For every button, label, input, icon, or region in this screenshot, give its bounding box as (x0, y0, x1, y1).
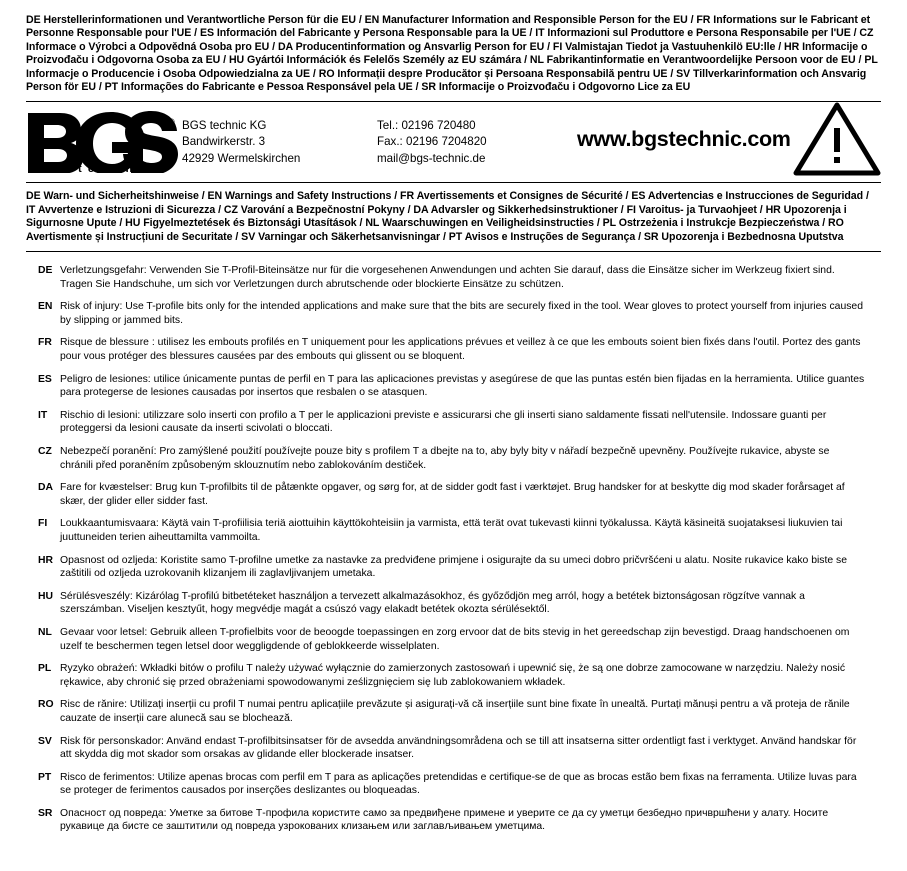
instruction-text: Risk of injury: Use T-profile bits only for the intended applications and make sure that the bits are securely fixed in the tool. Wear gloves to protect yourself from injuries caused by slipping or jammed bits. (60, 301, 863, 326)
company-fax: Fax.: 02196 7204820 (377, 135, 487, 149)
list-item (26, 481, 881, 508)
instruction-text: Nebezpečí poranění: Pro zamýšlené použití používejte pouze bity s profilem T a dbejte na to, aby byly bity v nářadí bezpečně upevněny. Používejte rukavice, abyste se chránili před poraněním způsobeným sklouznutím nebo zablokováním destiček. (60, 446, 830, 471)
safety-instructions-list (26, 264, 881, 834)
instruction-text: Risco de ferimentos: Utilize apenas brocas com perfil em T para as aplicações pretendidas e certifique-se de que as brocas estão bem fixas na ferramenta. Utilize luvas para se proteger de ferimentos causados por inserções deslizantes ou bloqueadas. (60, 771, 857, 797)
company-contact (377, 116, 577, 168)
language-code: SV (38, 735, 52, 747)
list-item (26, 554, 881, 581)
company-website: www.bgstechnic.com (577, 126, 791, 151)
language-code: IT (38, 409, 48, 421)
instruction-text: Rischio di lesioni: utilizzare solo inserti con profilo a T per le applicazioni previste e assicurarsi che gli inserti siano saldamente fissati nell'utensile. Indossare guanti per proteggersi da lesioni causate da inserti scivolati o bloccati. (60, 409, 827, 435)
logo-registered-icon: ® (168, 117, 175, 128)
warning-triangle-icon (791, 102, 883, 181)
list-item (26, 662, 881, 689)
list-item (26, 626, 881, 653)
divider-bottom (26, 251, 881, 252)
list-item (26, 264, 881, 291)
instruction-text: Risk för personskador: Använd endast T-profilbitsinsatser för de avsedda användningsområdena och se till att insatserna sitter ordentligt fast i verktyget. Använd handskar för att skydda dig mot skador som orsakas av glidande eller blockerade insatser. (60, 735, 857, 761)
instruction-text: Ryzyko obrażeń: Wkładki bitów o profilu T należy używać wyłącznie do zamierzonych zastosowań i upewnić się, że są one dobrze zamocowane w narzędziu. Należy nosić rękawice, aby chronić się przed obrażeniami spowodowanymi ześlizgnięciem się lub zablokowaniem wkładek. (60, 663, 846, 688)
instruction-text: Sérülésveszély: Kizárólag T-profilú bitbetéteket használjon a tervezett alkalmazásokhoz, és győződjön meg arról, hogy a betétek biztonságosan rögzítve vannak a szerszámban. Viseljen kesztyűt, hogy megvédje magát a csúszó vagy elakadt betétek okozta sérülésektől. (60, 590, 805, 616)
instruction-text: Verletzungsgefahr: Verwenden Sie T-Profil-Biteinsätze nur für die vorgesehenen Anwendungen und achten Sie darauf, dass die Einsätze sicher im Werkzeug fixiert sind. Tragen Sie Handschuhe, um sich vor Verletzungen durch abrutschende oder blockierte Einsätze zu schützen. (60, 265, 835, 290)
language-code: FI (38, 518, 48, 530)
list-item (26, 517, 881, 544)
company-address (178, 116, 377, 168)
list-item (26, 735, 881, 762)
company-tel: Tel.: 02196 720480 (377, 118, 476, 132)
company-street: Bandwirkerstr. 3 (182, 135, 266, 149)
list-item (26, 336, 881, 363)
company-name: BGS technic KG (182, 118, 267, 132)
list-item (26, 300, 881, 327)
list-item (26, 771, 881, 798)
instruction-text: Peligro de lesiones: utilice únicamente puntas de perfil en T para las aplicaciones previstas y asegúrese de que las puntas estén bien fijadas en la herramienta. Utilice guantes para protegerse de lesiones causadas por insertos que resbalen o se atasquen. (60, 373, 865, 399)
language-code: HR (38, 554, 54, 566)
list-item (26, 590, 881, 617)
language-code: PL (38, 663, 52, 675)
instruction-text: Opasnost od ozljeda: Koristite samo T-profilne umetke za nastavke za predviđene primjene i osigurajte da su umeci dobro pričvršćeni u alatu. Nosite rukavice kako biste se zaštitili od ozljeda uzrokovanih klizanjem ili zaglavljivanjem umetaka. (60, 554, 848, 580)
list-item (26, 373, 881, 400)
language-code: SR (38, 807, 53, 819)
instruction-text: Gevaar voor letsel: Gebruik alleen T-profielbits voor de beoogde toepassingen en zorg ervoor dat de bits stevig in het gereedschap zijn bevestigd. Draag handschoenen om uzelf te beschermen tegen letsel door weggligdende of geblokkeerde wisselplaten. (60, 626, 850, 652)
language-code: CZ (38, 446, 52, 457)
language-code: PT (38, 771, 52, 783)
language-code: EN (38, 301, 53, 313)
divider-middle (26, 182, 881, 183)
list-item (26, 807, 881, 834)
instruction-text: Risque de blessure : utilisez les embouts profilés en T uniquement pour les applications prévues et veillez à ce que les embouts soient bien fixés dans l'outil. Portez des gants pour vous protéger des blessures causées par des embouts qui glissent ou se bloquent. (60, 337, 861, 363)
list-item (26, 409, 881, 436)
warnings-header: DE Warn- und Sicherheitshinweise / EN Warnings and Safety Instructions / FR Avertissements et Consignes de Sécurité / ES Advertencias e Instrucciones de Seguridad / IT Avvertenze e Istruzioni di Sicurezza / CZ Varování a Bezpečnostní Pokyny / DA Advarsler og Sikkerhedsinstruktioner / FI Varoitus- ja Turvaohjeet / HR Upozorenja i Sigurnosne Upute / HU Figyelmeztetések és Biztonsági Utasítások / NL Waarschuwingen en Veiligheidsinstructies / PL Ostrzeżenia i Instrukcje Bezpieczeństwa / RO Avertismente și Instrucțiuni de Securitate / SV Varningar och Säkerhetsanvisningar / PT Avisos e Instruções de Segurança / SR Upozorenja i Bezbednosna Uputstva (26, 190, 869, 243)
company-band (26, 102, 881, 180)
instruction-text: Fare for kvæstelser: Brug kun T-profilbits til de påtænkte opgaver, og sørg for, at de sidder godt fast i værktøjet. Brug handsker for at beskytte dig mod skader forårsaget af skær, der glider eller sidder fast. (60, 482, 845, 507)
list-item (26, 445, 881, 472)
instruction-text: Loukkaantumisvaara: Käytä vain T-profiilisia teriä aiottuihin käyttökohteisiin ja varmista, että terät ovat tukevasti kiinni työkalussa. Käytä käsineitä suojataksesi liukuvien tai juuttuneiden terien aiheuttamilta vammoilta. (60, 518, 843, 543)
language-code: FR (38, 337, 52, 349)
bgs-logo (26, 109, 178, 176)
company-email: mail@bgs-technic.de (377, 151, 486, 165)
language-code: NL (38, 626, 52, 638)
logo-subtitle: t e c h n i c (78, 163, 156, 176)
instruction-text: Опасност од повреда: Уметке за битове Т-профила користите само за предвиђене примене и уверите се да су уметци безбедно причвршћени у алату. Носите рукавице да бисте се заштитили од повреда узрокованих клизањем или заглављивањем уметцима. (60, 807, 829, 833)
instruction-text: Risc de rănire: Utilizați inserții cu profil T numai pentru aplicațiile prevăzute și asigurați-vă că inserțiile sunt bine fixate în unealtă. Purtați mănuși pentru a vă proteja de rănile cauzate de inserții care alunecă sau se blochează. (60, 699, 850, 724)
language-code: DA (38, 482, 54, 494)
manufacturer-info-header: DE Herstellerinformationen und Verantwortliche Person für die EU / EN Manufacturer Information and Responsible Person for the EU / FR Informations sur le Fabricant et Personne Responsable pour l'UE / ES Información del Fabricante y Persona Responsable para la UE / IT Informazioni sul Produttore e Persona Responsabile per l'UE / CZ Informace o Výrobci a Odpovědná Osoba pro EU / DA Producentinformation og Ansvarlig Person for EU / FI Valmistajan Tiedot ja Vastuuhenkilö EU:lle / HR Informacije o Proizvođaču i Odgovorna Osoba za EU / HU Gyártói Információk és Felelős Személy az EU számára / NL Fabrikantinformatie en Verantwoordelijke Persoon voor de EU / PL Informacje o Producencie i Osoba Odpowiedzialna za UE / RO Informații despre Producător și Persoana Responsabilă pentru UE / SV Tillverkarinformation och Ansvarig Person för EU / PT Informações do Fabricante e Pessoa Responsável pela UE / SR Informacije o Proizvođaču i Odgovorno Lice za EU (26, 14, 878, 94)
language-code: HU (38, 590, 54, 602)
language-code: RO (38, 699, 54, 711)
language-code: ES (38, 373, 52, 385)
language-code: DE (38, 265, 53, 277)
list-item (26, 698, 881, 725)
company-city: 42929 Wermelskirchen (182, 151, 301, 165)
